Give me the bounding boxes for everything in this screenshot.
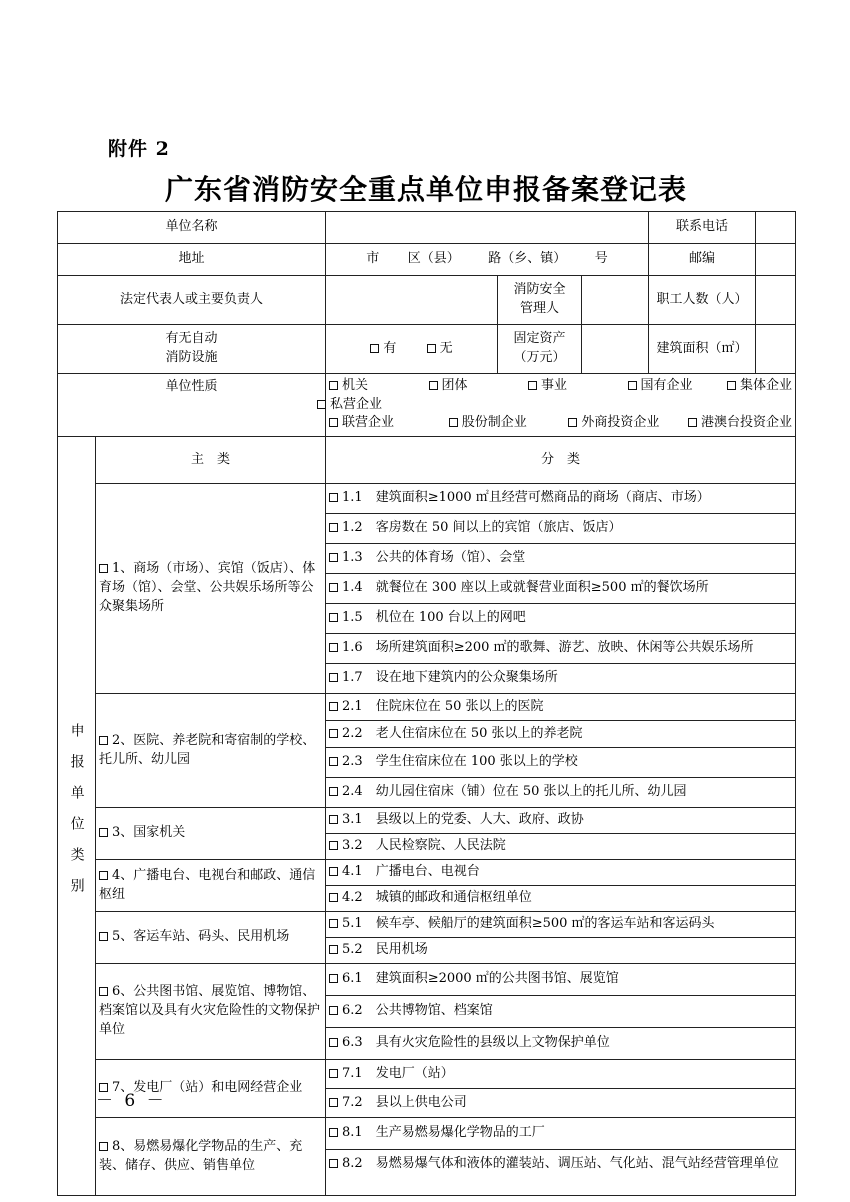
main-category-label: 4、广播电台、电视台和邮政、通信枢纽 — [99, 867, 316, 902]
checkbox-option-shiye[interactable] — [528, 377, 628, 396]
checkbox-icon[interactable] — [329, 1069, 338, 1078]
sub-item-label: 7.1 发电厂（站） — [342, 1065, 454, 1081]
building-area-value[interactable] — [756, 325, 796, 374]
checkbox-label: 集体企业 — [740, 377, 793, 393]
sub-item-8-2[interactable] — [326, 1150, 796, 1196]
row-unit-name — [58, 212, 796, 244]
row-class-header — [58, 437, 796, 484]
checkbox-icon[interactable] — [329, 583, 338, 592]
sub-item-4-2[interactable] — [326, 886, 796, 912]
main-category-8[interactable] — [96, 1118, 326, 1196]
sub-item-7-1[interactable] — [326, 1060, 796, 1089]
registration-form-table — [57, 211, 796, 1196]
sub-item-label: 8.1 生产易燃易爆化学物品的工厂 — [342, 1125, 545, 1141]
auto-fire-equipment-label-line1: 有无自动 — [165, 331, 218, 347]
checkbox-icon[interactable] — [99, 987, 108, 996]
checkbox-icon[interactable] — [329, 553, 338, 562]
checkbox-option-tuanti[interactable] — [429, 377, 529, 396]
sub-item-label: 6.3 具有火灾危险性的县级以上文物保护单位 — [342, 1035, 610, 1051]
sub-item-1-4[interactable] — [326, 574, 796, 604]
table-row — [58, 694, 796, 721]
checkbox-icon[interactable] — [329, 1159, 338, 1168]
attachment-label: 附件 2 — [108, 138, 170, 160]
unit-nature-options-row1 — [329, 377, 792, 396]
checkbox-icon[interactable] — [727, 381, 736, 390]
checkbox-icon[interactable] — [329, 1006, 338, 1015]
sub-item-3-2[interactable] — [326, 834, 796, 860]
checkbox-icon[interactable] — [329, 1098, 338, 1107]
checkbox-icon[interactable] — [329, 787, 338, 796]
unit-nature-label: 单位性质 — [58, 374, 326, 437]
sub-item-label: 2.3 学生住宿床位在 100 张以上的学校 — [342, 754, 578, 770]
main-category-4[interactable] — [96, 860, 326, 912]
checkbox-label: 股份制企业 — [461, 415, 527, 431]
sub-item-3-1[interactable] — [326, 808, 796, 834]
fire-safety-manager-value[interactable] — [582, 276, 649, 325]
checkbox-icon[interactable] — [99, 1142, 108, 1151]
checkbox-icon[interactable] — [329, 893, 338, 902]
checkbox-icon[interactable] — [329, 673, 338, 682]
checkbox-label: 联营企业 — [342, 415, 395, 431]
main-category-label: 2、医院、养老院和寄宿制的学校、托儿所、幼儿园 — [99, 732, 316, 767]
fire-safety-manager-label-line2: 管理人 — [520, 301, 560, 316]
sub-item-label: 1.2 客房数在 50 间以上的宾馆（旅店、饭店） — [342, 520, 622, 536]
申报单位类别-vertical-header — [58, 437, 96, 1196]
unit-nature-options-row3 — [329, 414, 792, 433]
row-legal-representative — [58, 276, 796, 325]
checkbox-option-jiguan[interactable] — [329, 377, 429, 396]
checkbox-label: 外商投资企业 — [581, 415, 660, 431]
table-row — [58, 808, 796, 834]
checkbox-option-jiti[interactable] — [727, 377, 792, 396]
checkbox-option-guoyou[interactable] — [628, 377, 728, 396]
main-category-1[interactable] — [96, 484, 326, 694]
fixed-assets-label-line2: （万元） — [513, 350, 566, 365]
checkbox-icon[interactable] — [628, 381, 637, 390]
checkbox-icon[interactable] — [329, 841, 338, 850]
checkbox-icon[interactable] — [329, 523, 338, 532]
checkbox-icon[interactable] — [99, 736, 108, 745]
table-row — [58, 912, 796, 938]
unit-nature-options-row2 — [317, 396, 792, 415]
sub-item-4-1[interactable] — [326, 860, 796, 886]
fire-safety-manager-label — [498, 276, 582, 325]
checkbox-icon[interactable] — [329, 418, 338, 427]
sub-item-label: 5.2 民用机场 — [342, 942, 428, 958]
sub-item-5-1[interactable] — [326, 912, 796, 938]
sub-item-label: 7.2 县以上供电公司 — [342, 1094, 467, 1110]
building-area-label: 建筑面积（㎡） — [649, 325, 756, 374]
sub-item-label: 1.3 公共的体育场（馆）、会堂 — [342, 550, 526, 566]
checkbox-label: 事业 — [541, 377, 568, 393]
sub-item-2-3[interactable] — [326, 748, 796, 778]
main-category-label: 3、国家机关 — [112, 825, 186, 841]
address-label: 地址 — [58, 244, 326, 276]
checkbox-label: 私营企业 — [330, 396, 383, 412]
sub-item-1-3[interactable] — [326, 544, 796, 574]
sub-item-label: 5.1 候车亭、候船厅的建筑面积≥500 ㎡的客运车站和客运码头 — [342, 916, 715, 932]
sub-item-2-4[interactable] — [326, 778, 796, 808]
checkbox-option-siying[interactable] — [317, 396, 382, 415]
page-title: 广东省消防安全重点单位申报备案登记表 — [164, 173, 687, 206]
sub-item-label: 6.2 公共博物馆、档案馆 — [342, 1003, 493, 1019]
sub-item-8-1[interactable] — [326, 1118, 796, 1150]
checkbox-icon[interactable] — [329, 815, 338, 824]
address-part-district: 区（县） — [407, 251, 460, 267]
checkbox-icon[interactable] — [329, 381, 338, 390]
checkbox-icon[interactable] — [329, 867, 338, 876]
sub-item-1-7[interactable] — [326, 664, 796, 694]
checkbox-icon[interactable] — [329, 493, 338, 502]
main-category-label: 1、商场（市场）、宾馆（饭店）、体育场（馆）、会堂、公共娱乐场所等公众聚集场所 — [99, 561, 316, 614]
row-unit-nature — [58, 374, 796, 437]
checkbox-label: 港澳台投资企业 — [701, 415, 793, 431]
main-category-2[interactable] — [96, 694, 326, 808]
table-row — [58, 1060, 796, 1089]
sub-item-6-1[interactable] — [326, 964, 796, 996]
checkbox-option-gufenzhi[interactable] — [449, 414, 569, 433]
sub-item-1-1[interactable] — [326, 484, 796, 514]
checkbox-icon[interactable] — [568, 418, 577, 427]
checkbox-icon[interactable] — [329, 974, 338, 983]
checkbox-label: 机关 — [342, 377, 369, 393]
table-row — [58, 860, 796, 886]
checkbox-icon[interactable] — [329, 702, 338, 711]
sub-item-1-2[interactable] — [326, 514, 796, 544]
table-row — [58, 964, 796, 996]
checkbox-icon[interactable] — [99, 828, 108, 837]
sub-item-2-2[interactable] — [326, 721, 796, 748]
checkbox-icon[interactable] — [99, 932, 108, 941]
sub-item-label: 1.6 场所建筑面积≥200 ㎡的歌舞、游艺、放映、休闲等公共娱乐场所 — [342, 640, 754, 656]
sub-item-7-2[interactable] — [326, 1089, 796, 1118]
checkbox-option-has[interactable] — [370, 341, 396, 356]
sub-item-6-2[interactable] — [326, 996, 796, 1028]
main-category-3[interactable] — [96, 808, 326, 860]
checkbox-icon[interactable] — [528, 381, 537, 390]
checkbox-icon[interactable] — [99, 564, 108, 573]
unit-name-label: 单位名称 — [58, 212, 326, 244]
postcode-label: 邮编 — [649, 244, 756, 276]
employee-count-value[interactable] — [756, 276, 796, 325]
checkbox-icon[interactable] — [329, 729, 338, 738]
checkbox-icon[interactable] — [370, 344, 379, 353]
sub-item-label: 3.1 县级以上的党委、人大、政府、政协 — [342, 812, 584, 828]
postcode-value[interactable] — [756, 244, 796, 276]
checkbox-icon[interactable] — [427, 344, 436, 353]
checkbox-icon[interactable] — [329, 1128, 338, 1137]
sub-item-label: 2.4 幼儿园住宿床（铺）位在 50 张以上的托儿所、幼儿园 — [342, 784, 687, 800]
main-category-label: 6、公共图书馆、展览馆、博物馆、档案馆以及具有火灾危险性的文物保护单位 — [99, 984, 321, 1037]
sub-item-label: 1.1 建筑面积≥1000 ㎡且经营可燃商品的商场（商店、市场） — [342, 490, 710, 506]
main-class-header: 主 类 — [96, 437, 326, 484]
employee-count-label: 职工人数（人） — [649, 276, 756, 325]
main-category-label: 8、易燃易爆化学物品的生产、充装、储存、供应、销售单位 — [99, 1138, 303, 1173]
sub-item-label: 2.2 老人住宿床位在 50 张以上的养老院 — [342, 725, 583, 741]
main-category-5[interactable] — [96, 912, 326, 964]
checkbox-label-none: 无 — [439, 340, 453, 356]
sub-item-1-6[interactable] — [326, 634, 796, 664]
main-category-label: 7、发电厂（站）和电网经营企业 — [112, 1080, 303, 1096]
checkbox-icon[interactable] — [317, 400, 326, 409]
address-value[interactable] — [326, 244, 649, 276]
address-part-city: 市 — [366, 251, 380, 267]
fire-safety-manager-label-line1: 消防安全 — [513, 282, 566, 298]
main-category-6[interactable] — [96, 964, 326, 1060]
address-part-road: 路（乡、镇） — [488, 251, 567, 267]
checkbox-icon[interactable] — [449, 418, 458, 427]
fixed-assets-label-line1: 固定资产 — [513, 331, 566, 347]
page-number: － 6 － — [96, 1091, 167, 1111]
checkbox-icon[interactable] — [329, 1038, 338, 1047]
sub-item-label: 4.1 广播电台、电视台 — [342, 864, 480, 880]
sub-item-5-2[interactable] — [326, 938, 796, 964]
checkbox-label: 团体 — [441, 377, 468, 393]
row-address — [58, 244, 796, 276]
checkbox-icon[interactable] — [429, 381, 438, 390]
checkbox-icon[interactable] — [329, 945, 338, 954]
sub-item-1-5[interactable] — [326, 604, 796, 634]
checkbox-icon[interactable] — [329, 919, 338, 928]
fixed-assets-label — [498, 325, 582, 374]
sub-item-6-3[interactable] — [326, 1028, 796, 1060]
legal-rep-label: 法定代表人或主要负责人 — [58, 276, 326, 325]
address-part-number: 号 — [594, 251, 608, 267]
unit-nature-options — [326, 374, 796, 437]
checkbox-option-lianying[interactable] — [329, 414, 449, 433]
vertical-header-text: 申报单位类别 — [68, 723, 85, 909]
main-category-label: 5、客运车站、码头、民用机场 — [112, 929, 290, 945]
legal-rep-value[interactable] — [326, 276, 498, 325]
sub-item-label: 6.1 建筑面积≥2000 ㎡的公共图书馆、展览馆 — [342, 971, 619, 987]
contact-phone-label: 联系电话 — [649, 212, 756, 244]
checkbox-icon[interactable] — [329, 643, 338, 652]
checkbox-label-has: 有 — [383, 340, 397, 356]
sub-item-2-1[interactable] — [326, 694, 796, 721]
sub-item-label: 3.2 人民检察院、人民法院 — [342, 838, 506, 854]
checkbox-label: 国有企业 — [640, 377, 693, 393]
checkbox-icon[interactable] — [329, 757, 338, 766]
checkbox-icon[interactable] — [329, 613, 338, 622]
checkbox-icon[interactable] — [99, 871, 108, 880]
sub-item-label: 4.2 城镇的邮政和通信枢纽单位 — [342, 890, 532, 906]
table-row — [58, 1118, 796, 1150]
checkbox-option-waishang[interactable] — [568, 414, 688, 433]
auto-fire-equipment-options — [326, 325, 498, 374]
contact-phone-value[interactable] — [756, 212, 796, 244]
sub-item-label: 1.5 机位在 100 台以上的网吧 — [342, 610, 526, 626]
sub-item-label: 1.7 设在地下建筑内的公众聚集场所 — [342, 670, 558, 686]
unit-name-value[interactable] — [326, 212, 649, 244]
sub-item-label: 2.1 住院床位在 50 张以上的医院 — [342, 698, 544, 714]
auto-fire-equipment-label — [58, 325, 326, 374]
table-row — [58, 484, 796, 514]
checkbox-option-none[interactable] — [427, 341, 453, 356]
checkbox-icon[interactable] — [688, 418, 697, 427]
fixed-assets-value[interactable] — [582, 325, 649, 374]
sub-class-header: 分 类 — [326, 437, 796, 484]
sub-item-label: 1.4 就餐位在 300 座以上或就餐营业面积≥500 ㎡的餐饮场所 — [342, 580, 709, 596]
row-auto-fire-equipment — [58, 325, 796, 374]
auto-fire-equipment-label-line2: 消防设施 — [165, 350, 218, 365]
checkbox-option-gangaotai[interactable] — [688, 414, 792, 433]
sub-item-label: 8.2 易燃易爆气体和液体的灌装站、调压站、气化站、混气站经营管理单位 — [342, 1156, 779, 1171]
